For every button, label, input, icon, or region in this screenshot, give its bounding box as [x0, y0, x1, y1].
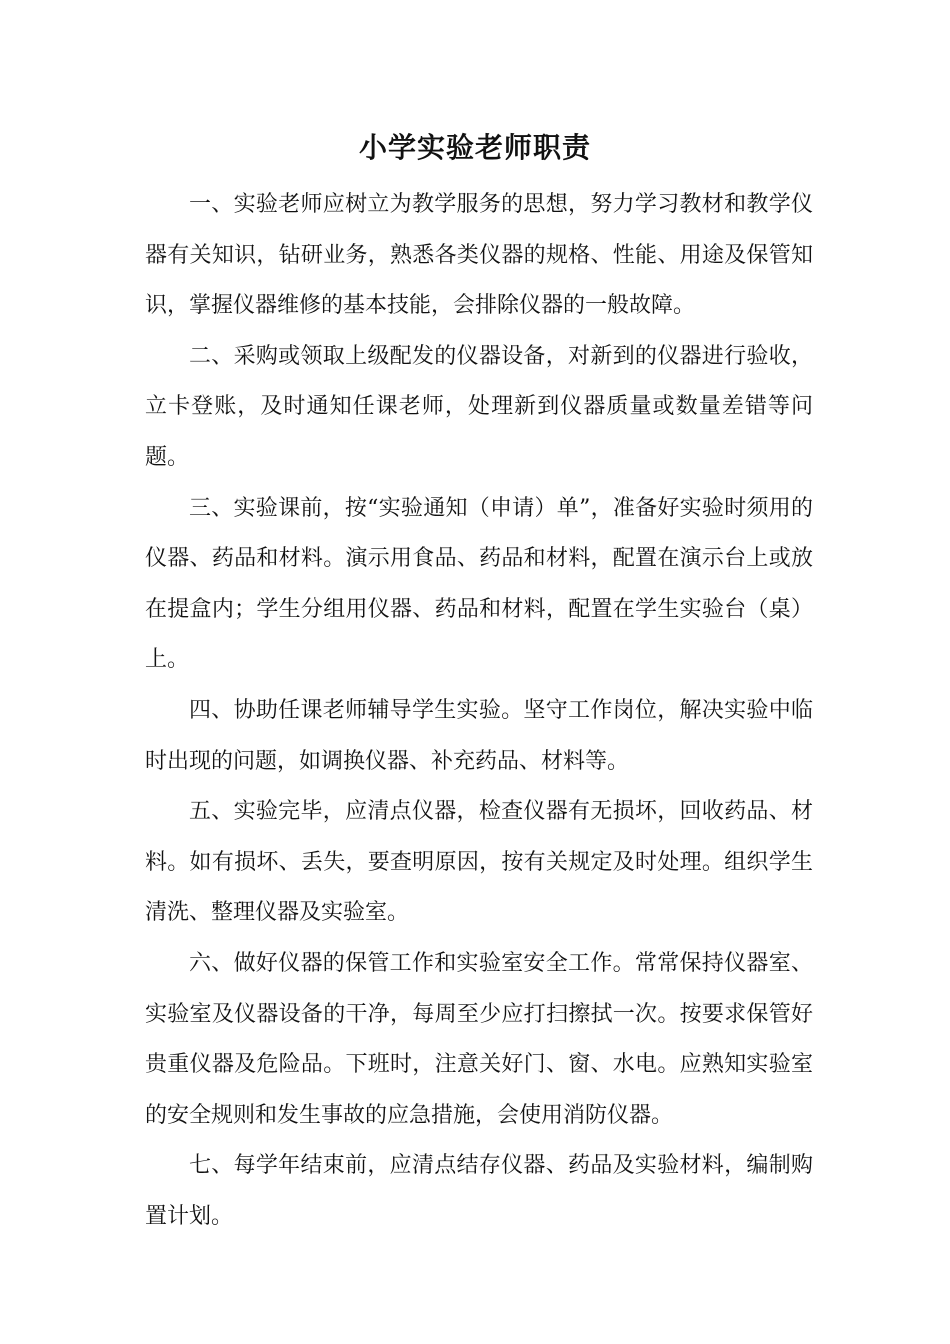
- paragraph-7: 七、每学年结束前，应清点结存仪器、药品及实验材料，编制购置计划。: [145, 1153, 813, 1229]
- paragraph-2: 二、采购或领取上级配发的仪器设备，对新到的仪器进行验收，立卡登账，及时通知任课老师，处理新到仪器质量或数量差错等问题。: [145, 343, 813, 470]
- document-body: [145, 180, 813, 1242]
- paragraph-4: 四、协助任课老师辅导学生实验。坚守工作岗位，解决实验中临时出现的问题，如调换仪器、补充药品、材料等。: [145, 697, 813, 774]
- paragraph-3: 三、实验课前，按“实验通知（申请）单”，准备好实验时须用的仪器、药品和材料。演示用食品、药品和材料，配置在演示台上或放在提盒内；学生分组用仪器、药品和材料，配置在学生实验台（桌）上。: [145, 495, 813, 673]
- paragraph-5: 五、实验完毕，应清点仪器，检查仪器有无损坏，回收药品、材料。如有损坏、丢失，要查明原因，按有关规定及时处理。组织学生清洗、整理仪器及实验室。: [145, 799, 813, 926]
- paragraph-1: 一、实验老师应树立为教学服务的思想，努力学习教材和教学仪器有关知识，钻研业务，熟悉各类仪器的规格、性能、用途及保管知识，掌握仪器维修的基本技能，会排除仪器的一般故障。: [145, 192, 813, 319]
- page-title: 小学实验老师职责: [358, 131, 591, 164]
- paragraph-6: 六、做好仪器的保管工作和实验室安全工作。常常保持仪器室、实验室及仪器设备的干净，每周至少应打扫擦拭一次。按要求保管好贵重仪器及危险品。下班时，注意关好门、窗、水电。应熟知实验室的安全规则和发生事故的应急措施，会使用消防仪器。: [145, 950, 813, 1128]
